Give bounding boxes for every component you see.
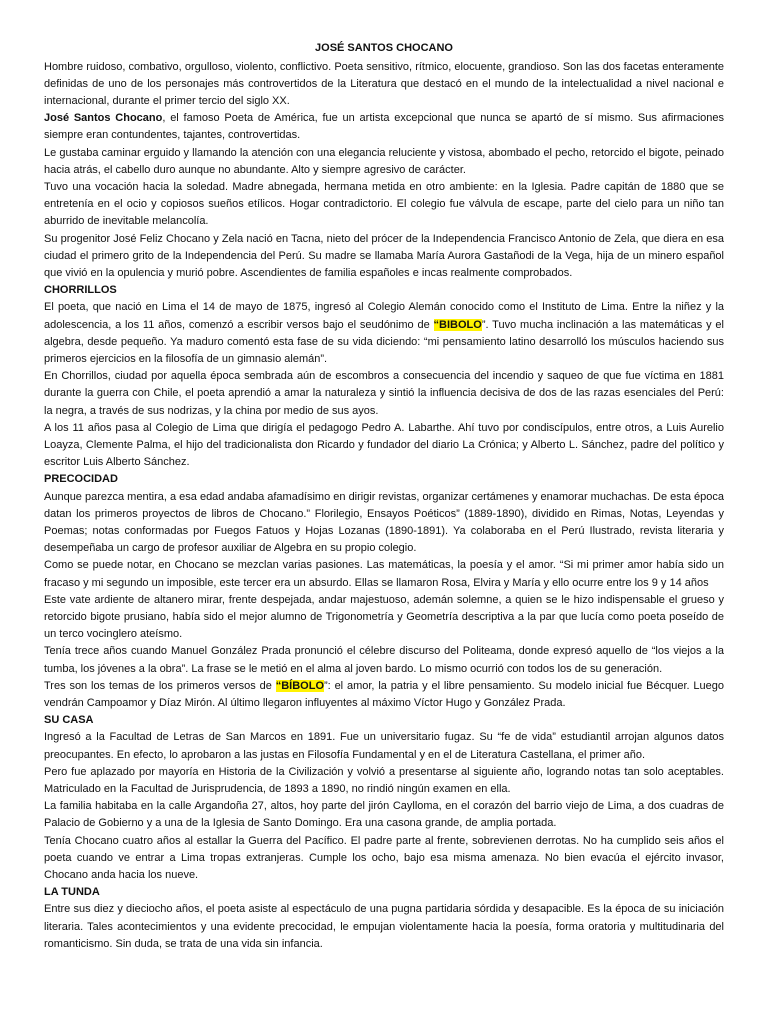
paragraph: Ingresó a la Facultad de Letras de San Marcos en 1891. Fue un universitario fugaz. Su “fe de vida” estudiantil arrojan algunos datos preocupantes. En efecto, lo aprobaron a las justas en Filosofía Fundamental y en el de Literatura Castellana, el primer año. [44,731,724,761]
document-title: JOSÉ SANTOS CHOCANO [315,42,453,54]
paragraph [44,678,724,712]
section-heading: LA TUNDA [44,886,100,899]
paragraph-text: ”: el amor, la patria y el libre pensamiento. Su modelo inicial fue Bécquer. Luego vendrán Campoamor y Díaz Mirón. Al último llegaron influyentes al máximo Víctor Hugo y González Prada. [44,679,724,710]
paragraph: Como se puede notar, en Chocano se mezclan varias pasiones. Las matemáticas, la poesía y el amor. “Si mi primer amor había sido un fracaso y mi segundo un imposible, este tercer era un absurdo. Ellas se llamaron Rosa, Elvira y María y ello ocurre entre los 9 y 14 años [44,559,724,589]
paragraph [44,299,724,368]
paragraph: Tenía trece años cuando Manuel González Prada pronunció el célebre discurso del Politeama, donde expresó aquello de “los viejos a la tumba, los jóvenes a la obra”. La frase se le metió en el alma al joven bardo. Lo mismo ocurrió con todos los de su generación. [44,645,724,675]
bold-name: José Santos Chocano [44,112,163,125]
paragraph-text: El poeta, que nació en Lima el 14 de mayo de 1875, ingresó al Colegio Alemán conocido como el Instituto de Lima. Entre la niñez y la adolescencia, a los 11 años, comenzó a escribir versos bajo el seudónimo de [44,301,724,331]
highlighted-pseudonym: “BÍBOLO [275,679,324,692]
paragraph: Su progenitor José Feliz Chocano y Zela nació en Tacna, nieto del prócer de la Independencia Francisco Antonio de Zela, que diera en esa ciudad el primero grito de la Independencia del Perú. Su madre se llamaba María Aurora Gastañodi de la Vega, hija de un minero español que vivió en la opulencia y murió pobre. Ascendientes de familia españoles e incas realmente comprobados. [44,232,724,279]
paragraph-text: Tres son los temas de los primeros versos de [44,679,276,692]
paragraph: Pero fue aplazado por mayoría en Historia de la Civilización y volvió a presentarse al siguiente año, logrando notas tan solo aceptables. Matriculado en la Facultad de Jurisprudencia, de 1893 a 1890, no rindió ningún examen en ella. [44,765,724,796]
paragraph [44,110,724,144]
section-heading: PRECOCIDAD [44,473,118,486]
paragraph: Le gustaba caminar erguido y llamando la atención con una elegancia reluciente y vistosa, abombado el pecho, retorcido el bigote, peinado hacia atrás, el cabello duro aunque no abundante. Alto y siempre agresivo de carácter. [44,146,724,176]
paragraph: A los 11 años pasa al Colegio de Lima que dirigía el pedagogo Pedro A. Labarthe. Ahí tuvo por condiscípulos, entre otros, a Luis Aurelio Loayza, Clemente Palma, el hijo del tradicionalista don Ricardo y fundador del diario La Crónica; y Alberto L. Sánchez, padre del político y escritor Luis Alberto Sánchez. [44,421,724,469]
paragraph: Entre sus diez y dieciocho años, el poeta asiste al espectáculo de una pugna partidaria sórdida y desapacible. Es la época de su iniciación literaria. Tales acontecimientos y una evidente precocidad, le empujan violentamente hacia la poesía, forma oratoria y multitudinaria del romanticismo. Sin duda, se trata de una vida sin infancia. [44,903,724,950]
paragraph: Tuvo una vocación hacia la soledad. Madre abnegada, hermana metida en otro ambiente: en la Iglesia. Padre capitán de 1880 que se entretenía en el ocio y copiosos sueños etílicos. Hogar contradictorio. El colegio fue válvula de escape, parte del cielo para un niño tan aburrido de inevitable melancolía. [44,180,724,228]
paragraph-text: , el famoso Poeta de América, fue un artista excepcional que nunca se apartó de sí mismo. Sus afirmaciones siempre eran contundentes, tajantes, controvertidas. [44,112,724,142]
section-heading: CHORRILLOS [44,284,117,297]
paragraph: Tenía Chocano cuatro años al estallar la Guerra del Pacífico. El padre parte al frente, sobrevienen derrotas. No ha cumplido seis años el poeta cuando ve entrar a Lima tropas extranjeras. Cumple los ocho, bajo esa misma amenaza. No bien evacúa el ejército invasor, Chocano anda hacia los nueve. [44,834,724,882]
paragraph: Este vate ardiente de altanero mirar, frente despejada, andar majestuoso, ademán solemne, a quien se le hizo indispensable el grueso y retorcido bigote prusiano, había sido el mejor alumno de Trigonometría y Geometría descriptiva a la par que lucía como poeta poseído de un terco vocinglero ateísmo. [44,593,724,641]
paragraph: Aunque parezca mentira, a esa edad andaba afamadísimo en dirigir revistas, organizar certámenes y enamorar muchachas. De esta época datan los primeros proyectos de libros de Chocano.” Florilegio, Ensayos Poéticos” (1889-1890), dividido en Rimas, Notas, Leyendas y Poemas; notas conformadas por Fuegos Fatuos y Hojas Lozanas (1890-1891). Ya colaboraba en el Perú Ilustrado, revista literaria y desempeñaba un cargo de profesor auxiliar de Algebra en su propio colegio. [44,490,724,555]
section-heading: SU CASA [44,714,94,727]
paragraph: La familia habitaba en la calle Argandoña 27, altos, hoy parte del jirón Caylloma, en el corazón del barrio viejo de Lima, a dos cuadras de Palacio de Gobierno y a una de la Iglesia de Santo Domingo. Era una casona grande, de amplia portada. [44,800,724,830]
paragraph-text: ”. Tuvo mucha inclinación a las matemáticas y el algebra, desde pequeño. Ya maduro comentó esta fase de su vida diciendo: “mi pensamiento latino desarrolló los músculos haciendo sus primeros ejercicios en la filosofía de un gimnasio alemán”. [44,318,724,365]
paragraph: Hombre ruidoso, combativo, orgulloso, violento, conflictivo. Poeta sensitivo, rítmico, elocuente, grandioso. Son las dos facetas enteramente definidas de uno de los personajes más controvertidos de la Literatura que destacó en el mundo de la intelectualidad a nivel nacional e internacional, durante el primer tercio del siglo XX. [44,60,724,107]
paragraph: En Chorrillos, ciudad por aquella época sembrada aún de escombros a consecuencia del incendio y saqueo de que fue víctima en 1881 durante la guerra con Chile, el poeta aprendió a amar la naturaleza y sintió la influencia decisiva de dos de las razas esenciales del Perú: la negra, a través de sus nodrizas, y la china por medio de sus ayos. [44,370,724,417]
highlighted-pseudonym: “BIBOLO [433,318,482,331]
